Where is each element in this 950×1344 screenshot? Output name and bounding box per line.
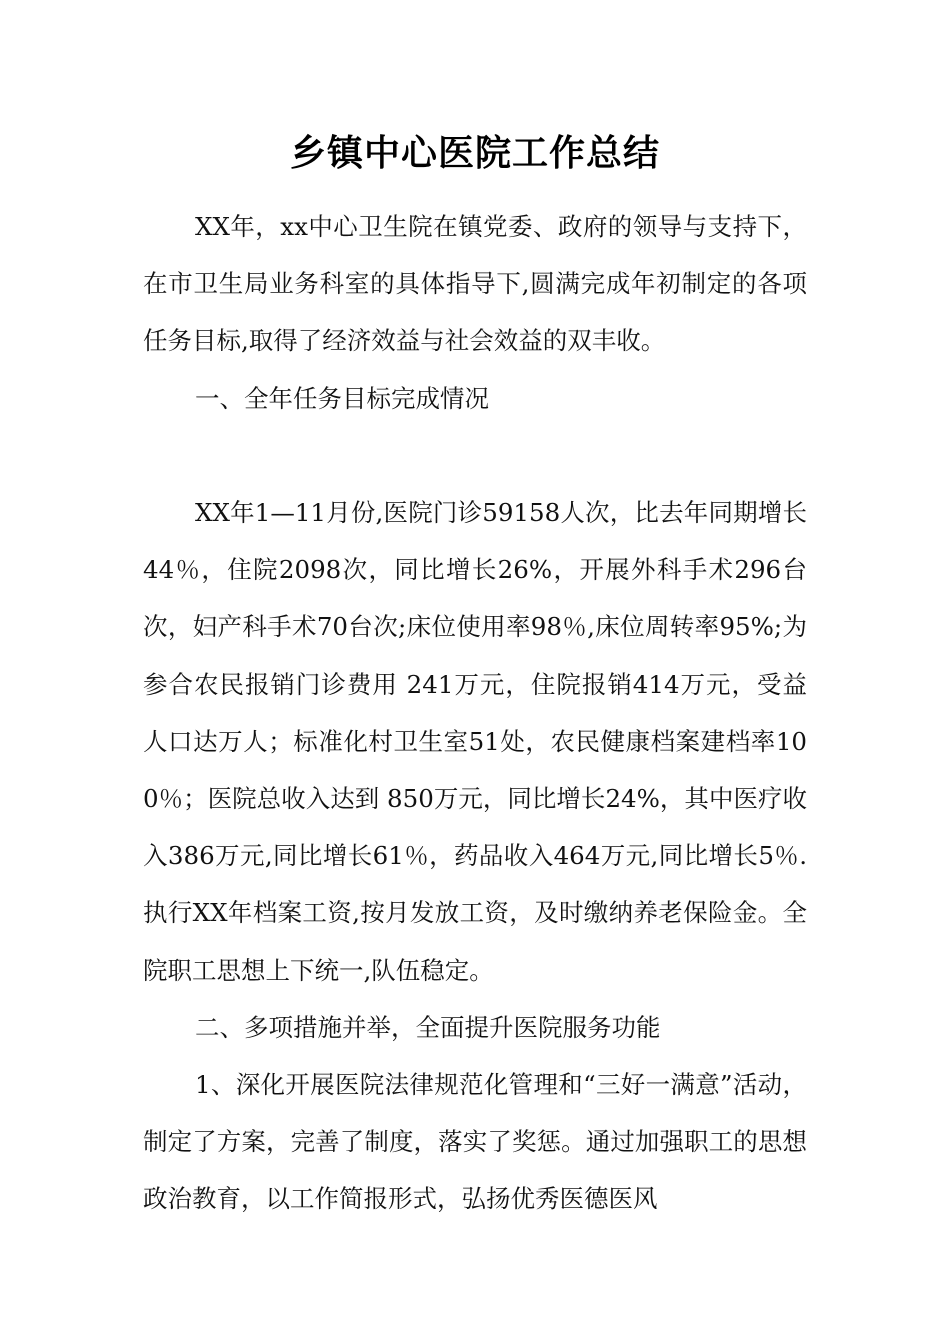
section-heading-2: 二、多项措施并举，全面提升医院服务功能 bbox=[195, 1013, 661, 1042]
paragraph-intro: XX年，xx中心卫生院在镇党委、政府的领导与支持下，在市卫生局业务科室的具体指导下,圆满完成年初制定的各项任务目标,取得了经济效益与社会效益的双丰收。 bbox=[143, 212, 807, 356]
section-heading-1: 一、全年任务目标完成情况 bbox=[195, 384, 489, 413]
paragraph-statistics: XX年1—11月份,医院门诊59158人次，比去年同期增长44％，住院2098次，同比增长26%，开展外科手术296台次，妇产科手术70台次;床位使用率98％,床位周转率95%;为参合农民报销门诊费用 241万元，住院报销414万元，受益人口达万人；标准化村卫生室51处，农民健康档案建档率100％；医院总收入达到 850万元，同比增长24%，其中医疗收入386万元,同比增长61％，药品收入464万元,同比增长5％.执行XX年档案工资,按月发放工资，及时缴纳养老保险金。全院职工思想上下统一,队伍稳定。 bbox=[143, 498, 807, 985]
document-title: 乡镇中心医院工作总结 bbox=[289, 133, 660, 174]
paragraph-measure-1: 1、深化开展医院法律规范化管理和“三好一满意”活动，制定了方案，完善了制度，落实了奖惩。通过加强职工的思想政治教育，以工作简报形式，弘扬优秀医德医风 bbox=[143, 1070, 807, 1214]
